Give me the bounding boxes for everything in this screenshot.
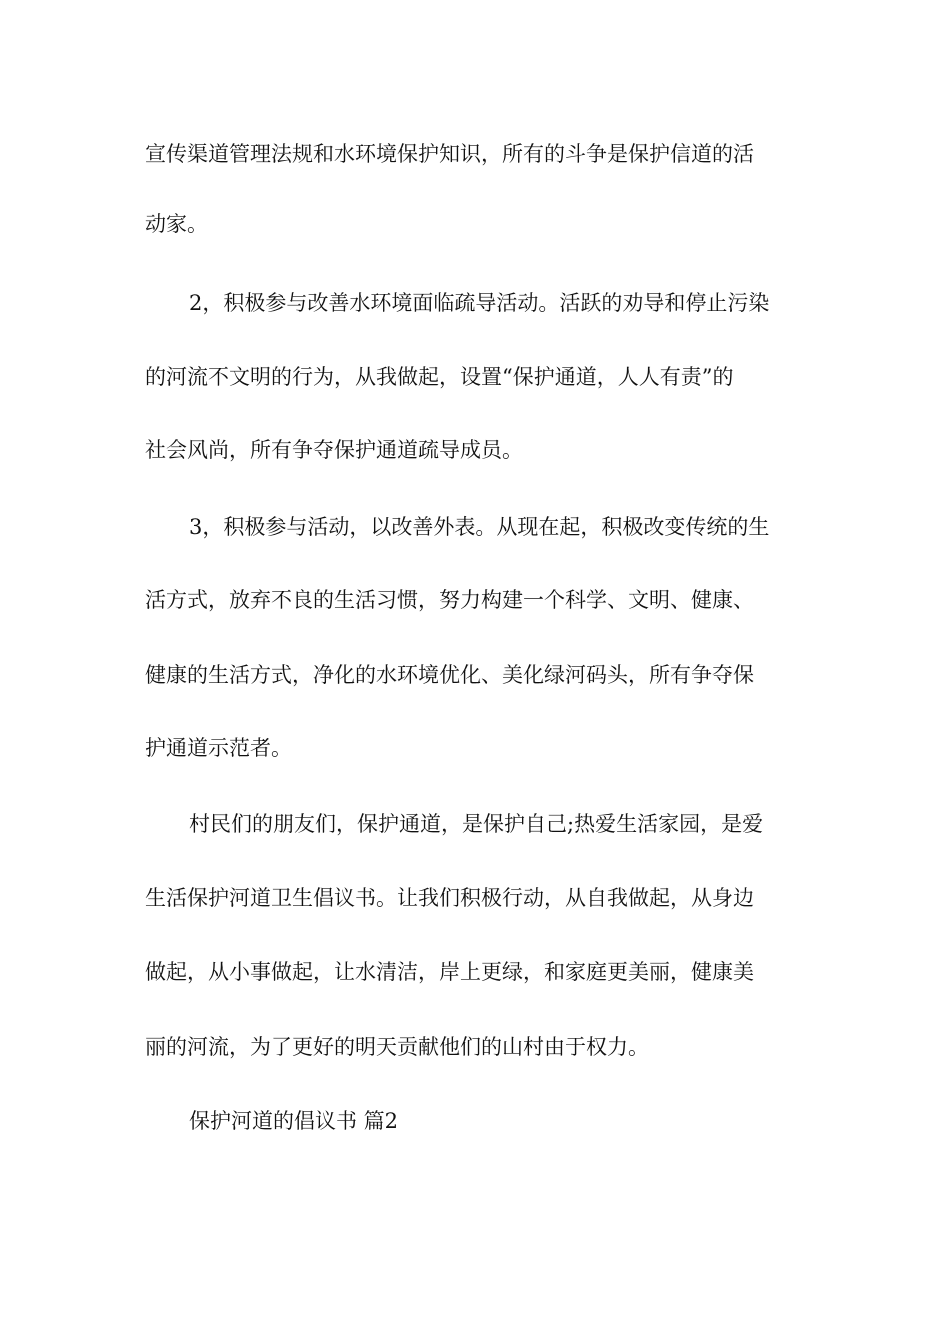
paragraph-line: 做起，从小事做起，让水清洁，岸上更绿，和家庭更美丽，健康美 xyxy=(145,960,754,984)
paragraph-line: 2，积极参与改善水环境面临疏导活动。活跃的劝导和停止污染 xyxy=(189,291,770,315)
paragraph-line: 社会风尚，所有争夺保护通道疏导成员。 xyxy=(145,438,523,462)
paragraph-line: 护通道示范者。 xyxy=(145,736,292,760)
paragraph-line: 生活保护河道卫生倡议书。让我们积极行动，从自我做起，从身边 xyxy=(145,886,754,910)
paragraph-line: 健康的生活方式，净化的水环境优化、美化绿河码头，所有争夺保 xyxy=(145,663,754,687)
paragraph-line: 活方式，放弃不良的生活习惯，努力构建一个科学、文明、健康、 xyxy=(145,588,754,612)
paragraph-line: 丽的河流，为了更好的明天贡献他们的山村由于权力。 xyxy=(145,1035,649,1059)
section-heading: 保护河道的倡议书 篇2 xyxy=(189,1109,399,1133)
paragraph-line: 动家。 xyxy=(145,212,208,236)
paragraph-line: 村民们的朋友们，保护通道，是保护自己;热爱生活家园，是爱 xyxy=(189,812,764,836)
paragraph-line: 的河流不文明的行为，从我做起，设置“保护通道，人人有责”的 xyxy=(145,365,734,389)
paragraph-line: 3，积极参与活动，以改善外表。从现在起，积极改变传统的生 xyxy=(189,515,770,539)
paragraph-line: 宣传渠道管理法规和水环境保护知识，所有的斗争是保护信道的活 xyxy=(145,142,754,166)
